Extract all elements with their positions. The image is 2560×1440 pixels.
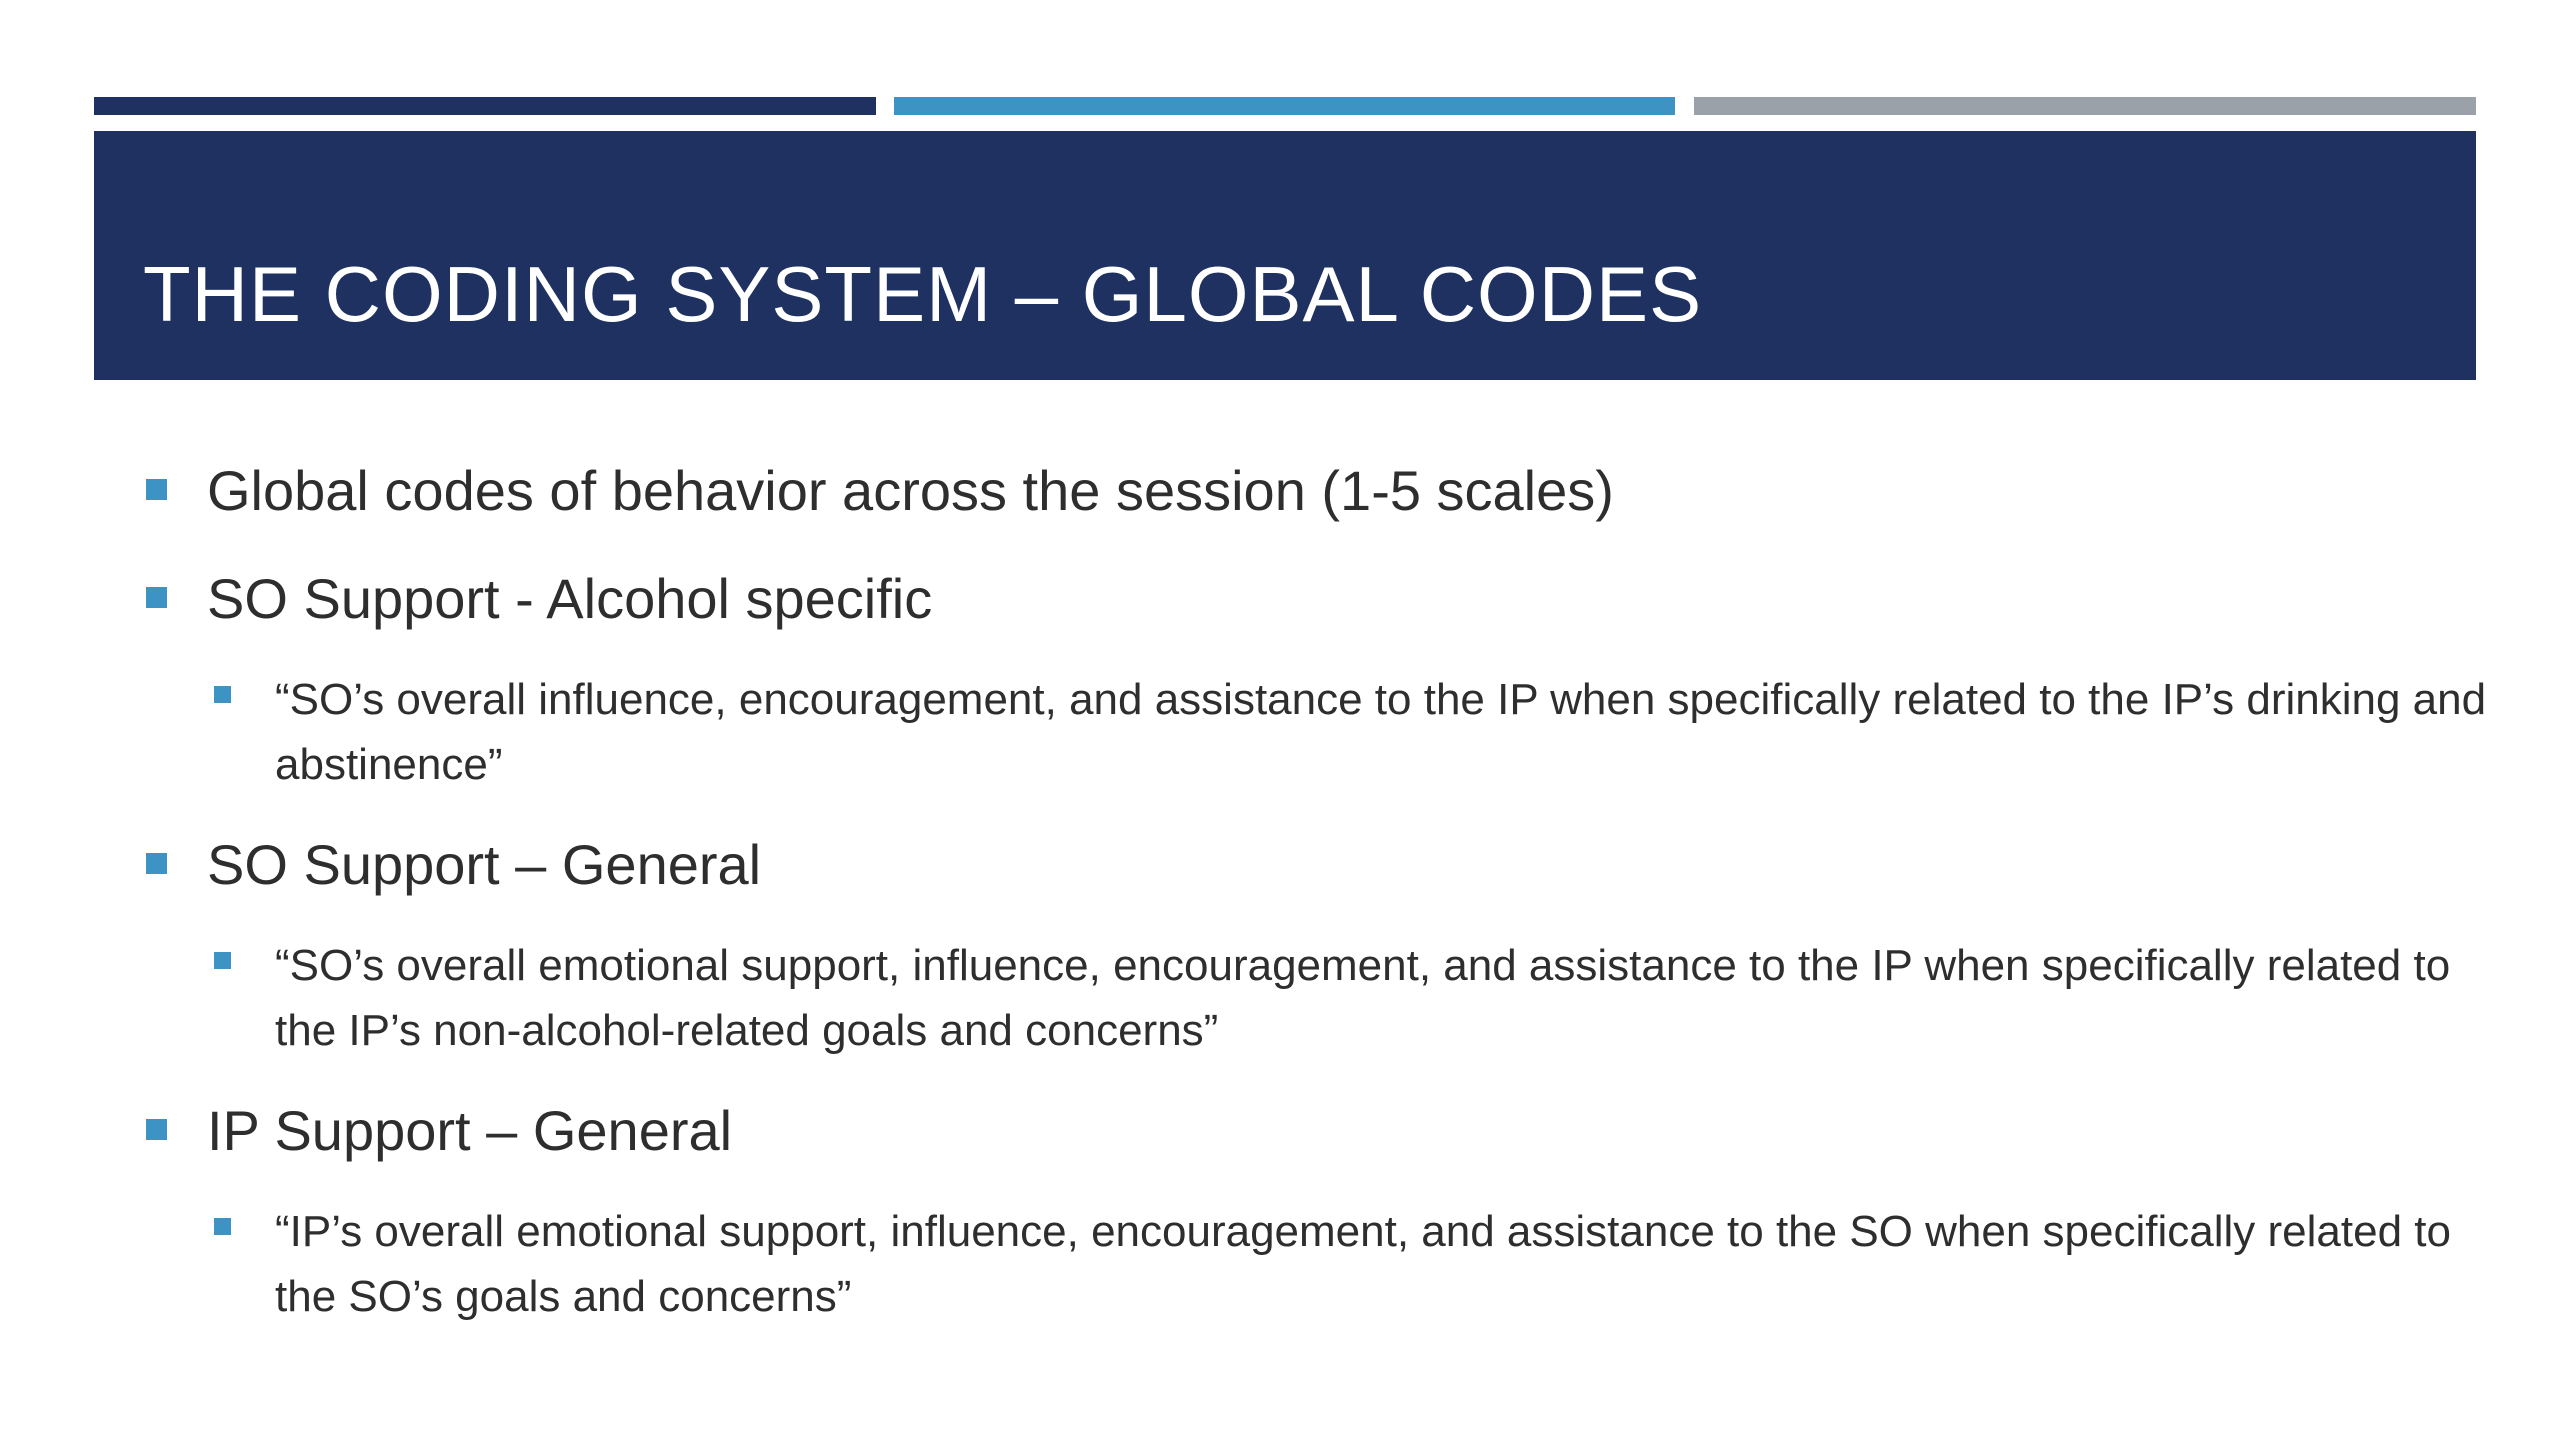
- square-bullet-icon: [146, 587, 167, 608]
- bullet-text: SO Support - Alcohol specific: [207, 567, 933, 630]
- square-bullet-icon: [146, 853, 167, 874]
- sub-bullet-text: “IP’s overall emotional support, influence, encouragement, and assistance to the SO when specifically related to the SO’s goals and concerns”: [275, 1207, 2451, 1321]
- square-bullet-icon: [214, 1218, 231, 1235]
- sub-bullet-text: “SO’s overall emotional support, influence, encouragement, and assistance to the IP when specifically related to the IP’s non-alcohol-related goals and concerns”: [275, 941, 2451, 1055]
- bullet-item: [207, 566, 932, 632]
- bullet-text: SO Support – General: [207, 833, 762, 896]
- bullet-item: [207, 1098, 732, 1164]
- bullet-text: Global codes of behavior across the session (1-5 scales): [207, 459, 1614, 522]
- accent-bar-blue: [894, 97, 1675, 115]
- accent-bar-gray: [1694, 97, 2476, 115]
- square-bullet-icon: [146, 1119, 167, 1140]
- bullet-text: IP Support – General: [207, 1099, 733, 1162]
- square-bullet-icon: [214, 686, 231, 703]
- square-bullet-icon: [146, 479, 167, 500]
- title-band: [94, 131, 2476, 380]
- square-bullet-icon: [214, 952, 231, 969]
- sub-bullet-item: [275, 933, 2495, 1063]
- bullet-item: [207, 832, 761, 898]
- sub-bullet-item: [275, 1199, 2495, 1329]
- slide-title: THE CODING SYSTEM – GLOBAL CODES: [143, 250, 1703, 338]
- sub-bullet-item: [275, 667, 2495, 797]
- bullet-item: [207, 458, 1614, 524]
- accent-bar-navy: [94, 97, 876, 115]
- sub-bullet-text: “SO’s overall influence, encouragement, and assistance to the IP when specifically related to the IP’s drinking and abstinence”: [275, 675, 2487, 789]
